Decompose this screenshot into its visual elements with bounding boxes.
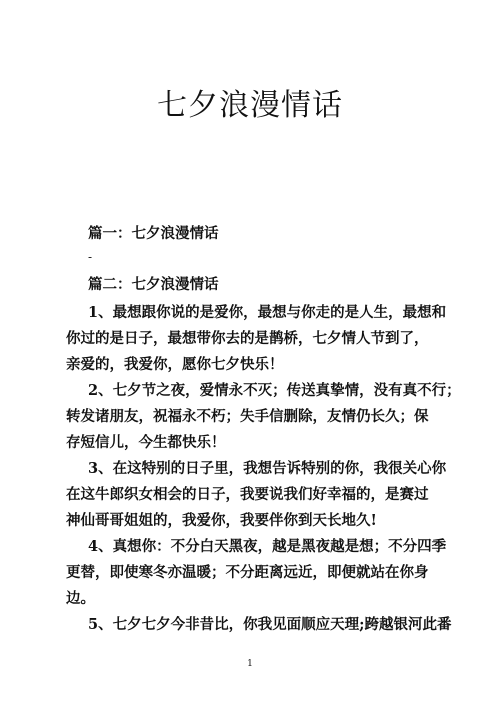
paragraph-line: 5、七夕七夕今非昔比，你我见面顺应天理;跨越银河此番 bbox=[88, 616, 452, 633]
paragraph-line: 在这牛郎织女相会的日子，我要说我们好幸福的，是赛过 bbox=[66, 486, 429, 503]
paragraph-line: 亲爱的，我爱你，愿你七夕快乐！ bbox=[66, 356, 284, 373]
page-number: 1 bbox=[247, 659, 253, 669]
paragraph-line: 神仙哥哥姐姐的，我爱你，我要伴你到天长地久! bbox=[66, 512, 377, 529]
separator: - bbox=[88, 250, 93, 264]
paragraph-line: 转发诸朋友，祝福永不朽；失手信删除，友情仍长久；保 bbox=[66, 408, 429, 425]
paragraph-line: 4、真想你：不分白天黑夜，越是黑夜越是想；不分四季 bbox=[88, 538, 447, 555]
paragraph-line: 1、最想跟你说的是爱你，最想与你走的是人生，最想和 bbox=[88, 304, 447, 321]
paragraph-line: 更替，即使寒冬亦温暖；不分距离远近，即便就站在你身 bbox=[66, 564, 429, 581]
paragraph-line: 你过的是日子，最想带你去的是鹊桥，七夕情人节到了， bbox=[66, 330, 429, 347]
paragraph-line: 边。 bbox=[66, 590, 95, 607]
document-title: 七夕浪漫情话 bbox=[157, 88, 343, 123]
section-2-heading: 篇二：七夕浪漫情话 bbox=[88, 276, 219, 293]
paragraph-line: 存短信儿，今生都快乐！ bbox=[66, 434, 226, 451]
paragraph-line: 3、在这特别的日子里，我想告诉特别的你，我很关心你 bbox=[88, 460, 447, 477]
paragraph-line: 2、七夕节之夜，爱情永不灭；传送真挚情，没有真不行； bbox=[88, 382, 461, 399]
section-1-heading: 篇一：七夕浪漫情话 bbox=[88, 225, 219, 242]
